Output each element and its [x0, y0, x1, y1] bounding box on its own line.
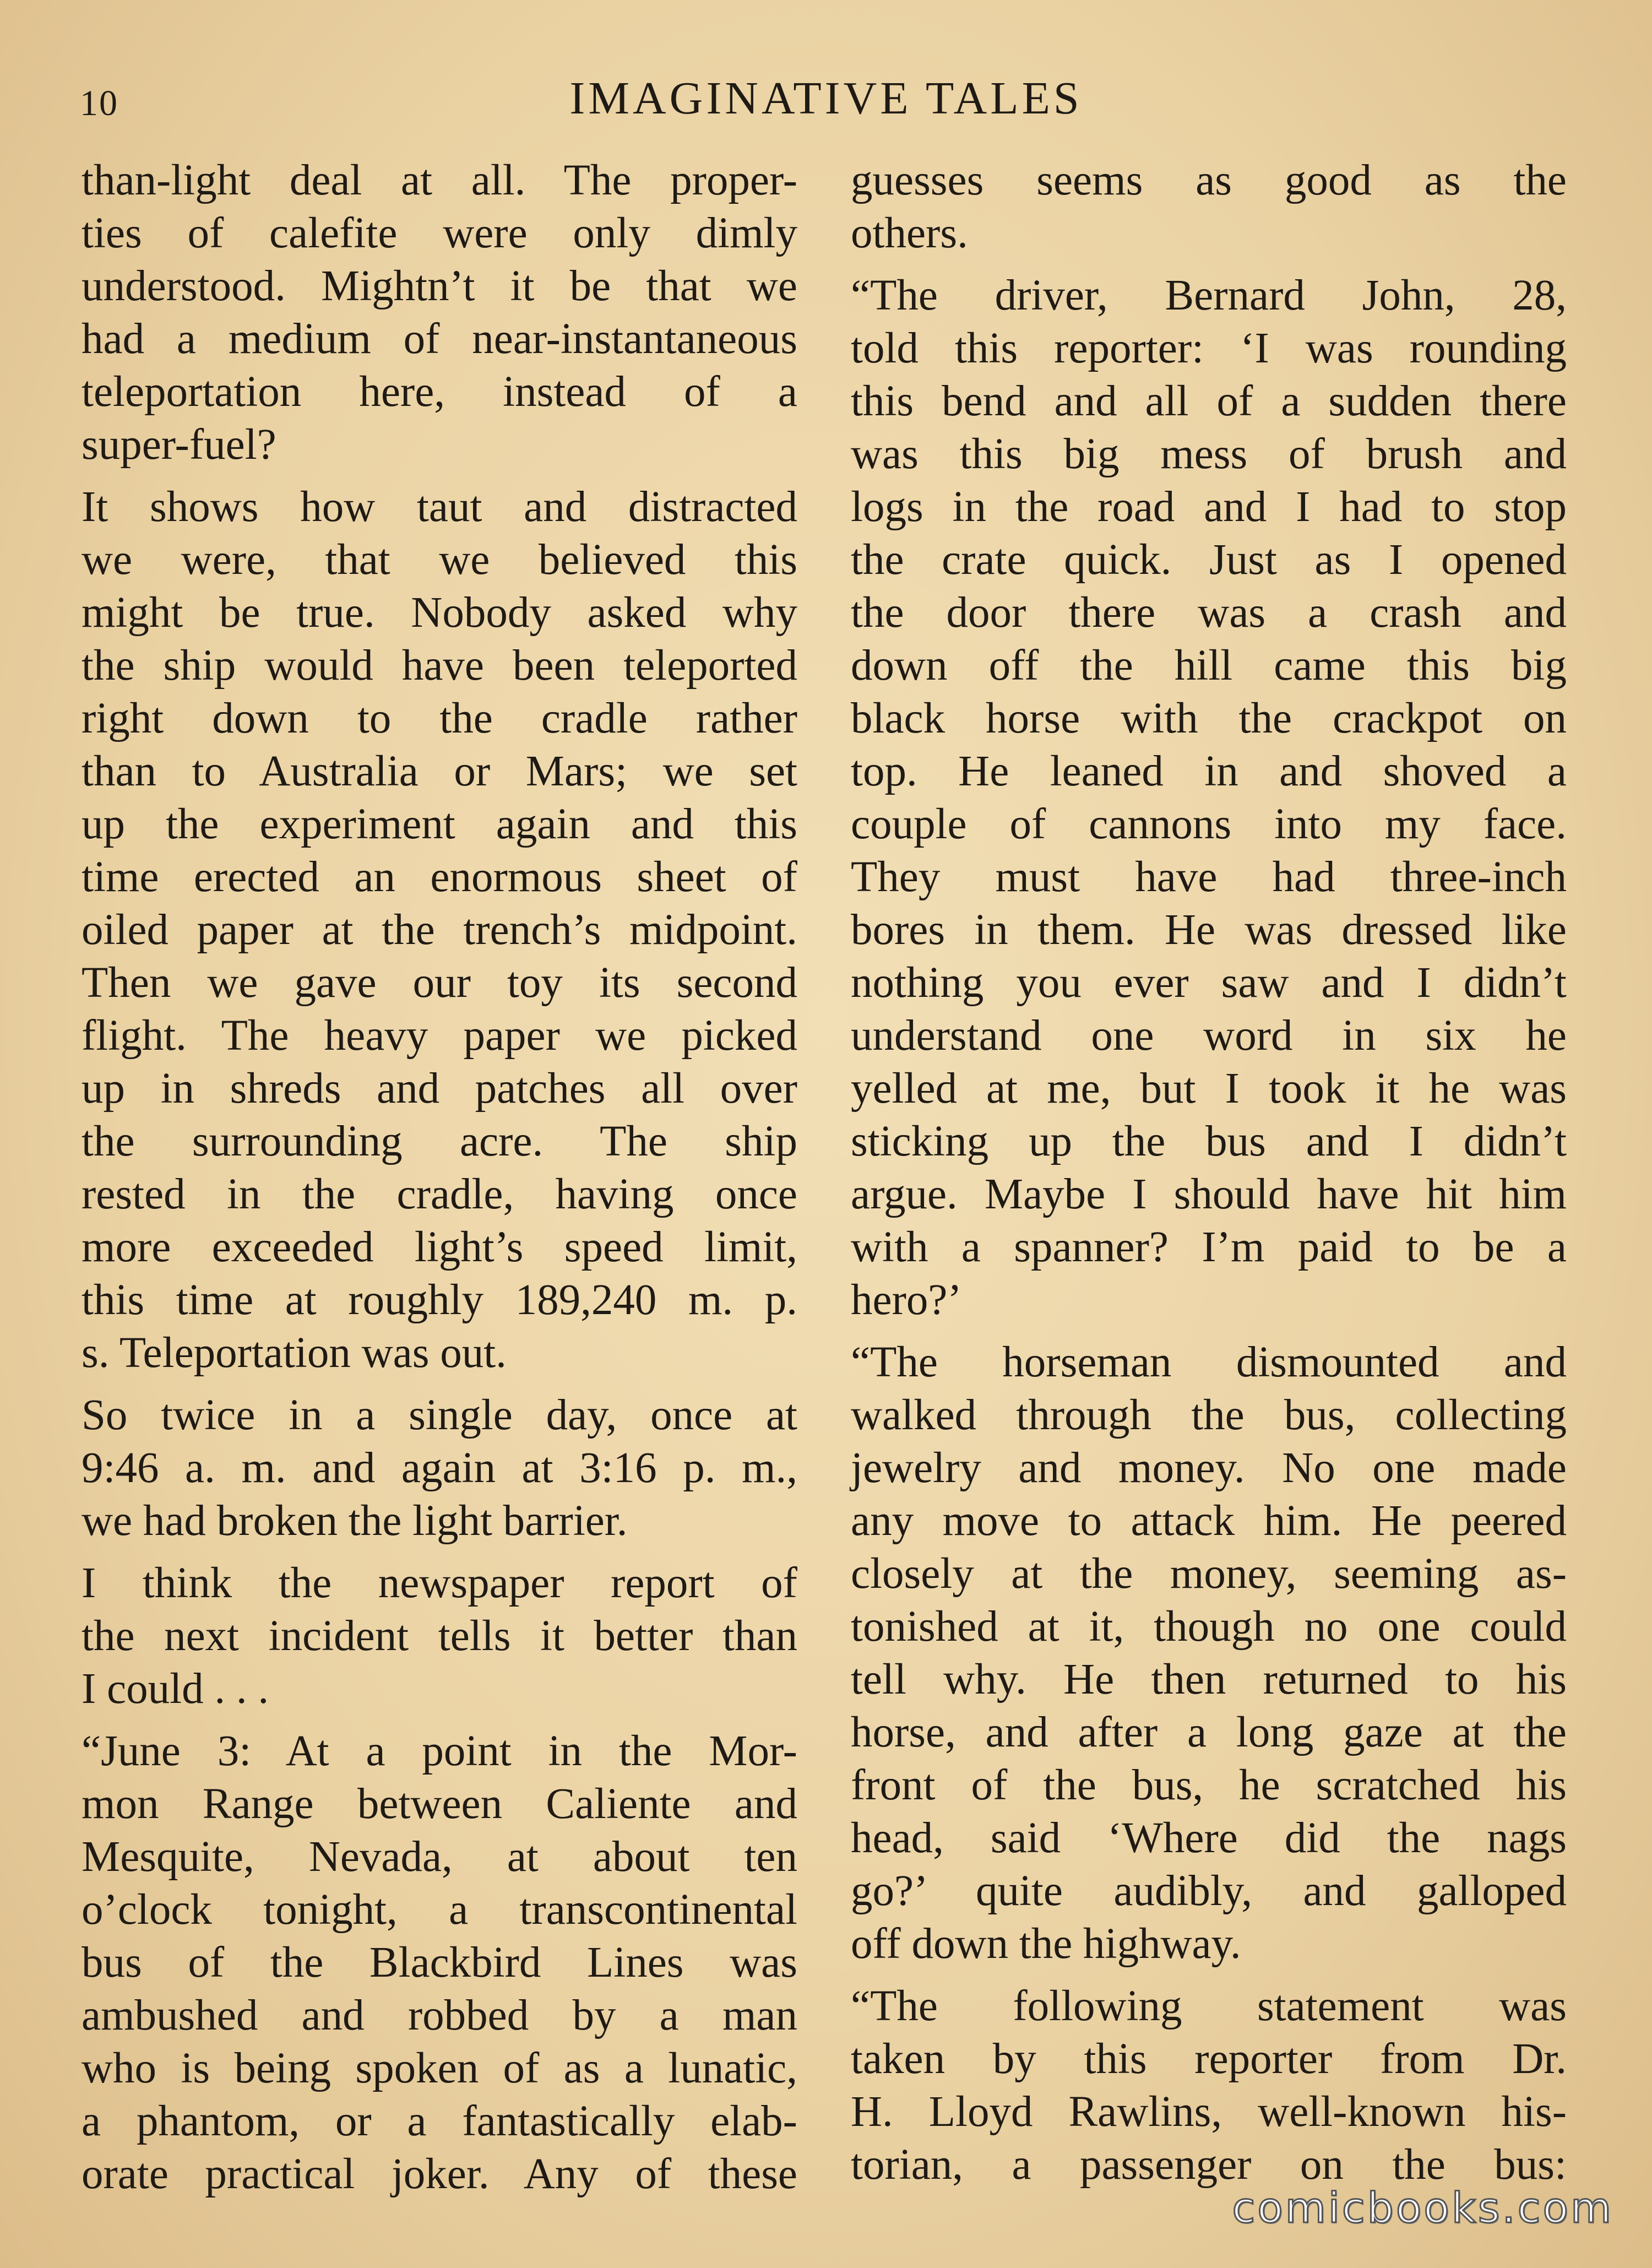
text-line: black horse with the crackpot on [851, 694, 1567, 742]
paragraph-gap [851, 260, 1567, 269]
text-line: than-light deal at all. The proper- [81, 156, 797, 204]
text-line: H. Lloyd Rawlins, well-known his- [851, 2088, 1567, 2136]
paragraph-gap [81, 1716, 797, 1725]
text-line: “The driver, Bernard John, 28, [851, 272, 1567, 319]
text-line: we were, that we believed this [81, 536, 797, 584]
text-line: s. Teleportation was out. [81, 1329, 507, 1377]
text-line: off down the highway. [851, 1920, 1241, 1968]
text-line: torian, a passenger on the bus: [851, 2141, 1567, 2189]
text-line: flight. The heavy paper we picked [81, 1012, 797, 1060]
text-line: orate practical joker. Any of these [81, 2150, 797, 2198]
text-line: sticking up the bus and I didn’t [851, 1117, 1567, 1165]
right-text-column [851, 154, 1567, 2191]
text-line: this time at roughly 189,240 m. p. [81, 1276, 797, 1324]
paragraph-gap [81, 471, 797, 481]
text-line: I think the newspaper report of [81, 1559, 797, 1607]
text-line: Mesquite, Nevada, at about ten [81, 1833, 797, 1881]
text-line: a phantom, or a fantastically elab- [81, 2097, 797, 2145]
text-line: mon Range between Caliente and [81, 1780, 797, 1828]
text-line: bores in them. He was dressed like [851, 906, 1567, 954]
text-line: o’clock tonight, a transcontinental [81, 1886, 797, 1934]
text-line: “The horseman dismounted and [851, 1338, 1567, 1386]
text-line: had a medium of near-instantaneous [81, 315, 797, 363]
text-line: who is being spoken of as a lunatic, [81, 2044, 797, 2092]
text-line: yelled at me, but I took it he was [851, 1065, 1567, 1113]
text-line: the crate quick. Just as I opened [851, 536, 1567, 584]
text-line: So twice in a single day, once at [81, 1391, 797, 1439]
text-line: up the experiment again and this [81, 800, 797, 848]
text-line: jewelry and money. No one made [851, 1444, 1567, 1492]
text-line: guesses seems as good as the [851, 156, 1567, 204]
text-line: horse, and after a long gaze at the [851, 1708, 1567, 1756]
text-line: walked through the bus, collecting [851, 1391, 1567, 1439]
text-line: the door there was a crash and [851, 589, 1567, 637]
text-line: oiled paper at the trench’s midpoint. [81, 906, 797, 954]
text-line: any move to attack him. He peered [851, 1497, 1567, 1545]
text-line: tonished at it, though no one could [851, 1603, 1567, 1651]
text-line: super-fuel? [81, 421, 276, 469]
text-line: the surrounding acre. The ship [81, 1117, 797, 1165]
text-line: this bend and all of a sudden there [851, 377, 1567, 425]
text-line: closely at the money, seeming as- [851, 1550, 1567, 1598]
text-line: logs in the road and I had to stop [851, 483, 1567, 531]
text-line: “The following statement was [851, 1982, 1567, 2030]
text-line: understand one word in six he [851, 1012, 1567, 1060]
paragraph-gap [81, 1548, 797, 1557]
text-line: tell why. He then returned to his [851, 1656, 1567, 1703]
text-line: time erected an enormous sheet of [81, 853, 797, 901]
text-line: nothing you ever saw and I didn’t [851, 959, 1567, 1007]
text-line: They must have had three-inch [851, 853, 1567, 901]
text-line: Then we gave our toy its second [81, 959, 797, 1007]
text-line: taken by this reporter from Dr. [851, 2035, 1567, 2083]
text-line: hero?’ [851, 1276, 962, 1324]
text-line: down off the hill came this big [851, 642, 1567, 690]
text-line: right down to the cradle rather [81, 694, 797, 742]
text-line: rested in the cradle, having once [81, 1170, 797, 1218]
text-line: front of the bus, he scratched his [851, 1761, 1567, 1809]
text-line: the ship would have been teleported [81, 642, 797, 690]
text-line: might be true. Nobody asked why [81, 589, 797, 637]
paragraph-gap [81, 1380, 797, 1389]
paragraph-gap [851, 1327, 1567, 1336]
text-line: “June 3: At a point in the Mor- [81, 1727, 797, 1775]
text-line: I could . . . [81, 1665, 269, 1713]
text-line: we had broken the light barrier. [81, 1497, 628, 1545]
text-line: up in shreds and patches all over [81, 1065, 797, 1113]
text-line: the next incident tells it better than [81, 1612, 797, 1660]
text-line: teleportation here, instead of a [81, 368, 797, 416]
text-line: argue. Maybe I should have hit him [851, 1170, 1567, 1218]
text-line: couple of cannons into my face. [851, 800, 1567, 848]
text-line: It shows how taut and distracted [81, 483, 797, 531]
left-text-column [81, 154, 797, 2201]
page-number: 10 [80, 83, 118, 123]
text-line: others. [851, 209, 968, 257]
text-line: was this big mess of brush and [851, 430, 1567, 478]
text-line: understood. Mightn’t it be that we [81, 262, 797, 310]
text-line: go?’ quite audibly, and galloped [851, 1867, 1567, 1915]
text-line: bus of the Blackbird Lines was [81, 1939, 797, 1987]
text-line: 9:46 a. m. and again at 3:16 p. m., [81, 1444, 797, 1492]
watermark: comicbooks.com [1232, 2183, 1613, 2232]
text-line: ties of calefite were only dimly [81, 209, 797, 257]
text-line: head, said ‘Where did the nags [851, 1814, 1567, 1862]
text-line: top. He leaned in and shoved a [851, 747, 1567, 795]
text-line: more exceeded light’s speed limit, [81, 1223, 797, 1271]
paragraph-gap [851, 1971, 1567, 1980]
text-line: than to Australia or Mars; we set [81, 747, 797, 795]
text-line: with a spanner? I’m paid to be a [851, 1223, 1567, 1271]
text-line: told this reporter: ‘I was rounding [851, 324, 1567, 372]
running-title: IMAGINATIVE TALES [569, 73, 1083, 124]
text-line: ambushed and robbed by a man [81, 1992, 797, 2039]
